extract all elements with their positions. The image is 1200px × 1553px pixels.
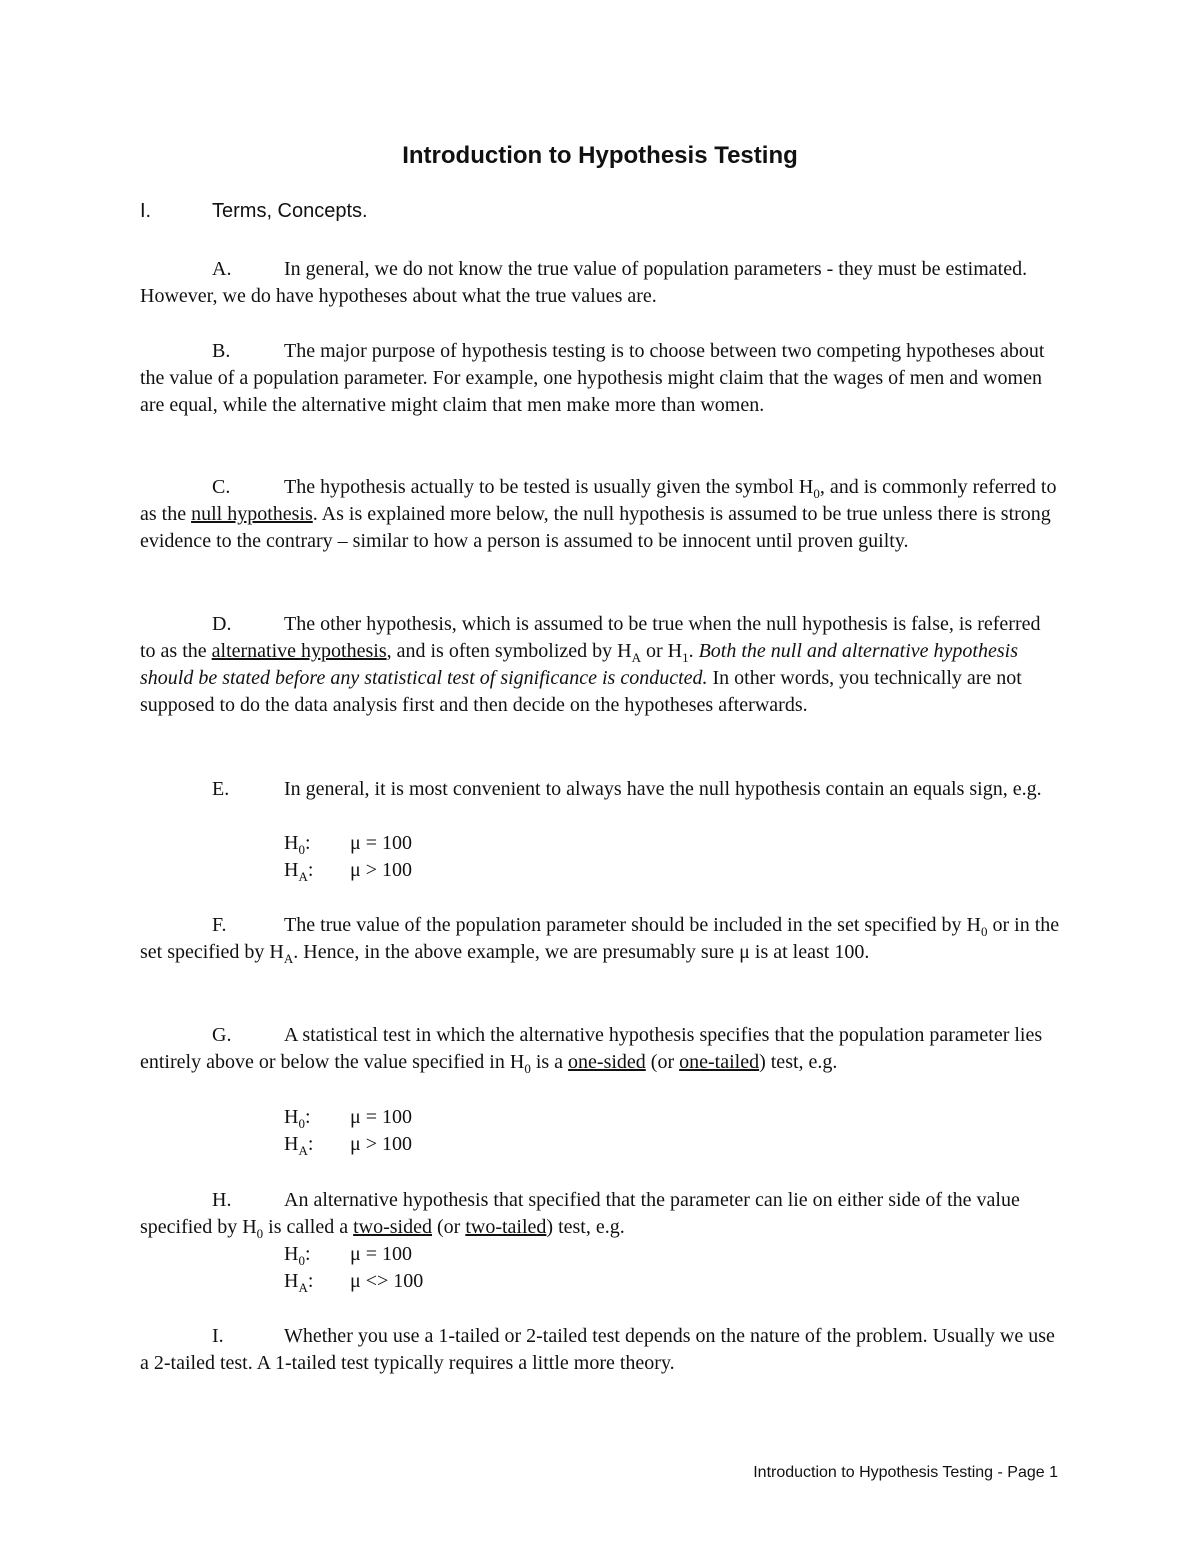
equation-alternative bbox=[284, 857, 412, 884]
item-letter: G. bbox=[212, 1024, 232, 1046]
equation-null bbox=[284, 830, 412, 857]
term-two-tailed: two-tailed bbox=[465, 1216, 547, 1238]
term-one-tailed: one-tailed bbox=[679, 1051, 760, 1073]
subscript: 0 bbox=[524, 1061, 531, 1076]
eq-h: H bbox=[284, 1270, 299, 1292]
paragraph-text: . As is explained more below, the null hypothesis is assumed to be true unless there is strong evidence to the contrary – similar to how a person is assumed to be innocent until proven guilty. bbox=[140, 503, 1051, 552]
eq-rhs: μ > 100 bbox=[350, 1133, 413, 1155]
subscript: A bbox=[298, 1280, 308, 1295]
section-heading bbox=[140, 200, 368, 223]
term-two-sided: two-sided bbox=[353, 1216, 432, 1238]
eq-rhs: μ = 100 bbox=[350, 832, 413, 854]
item-letter: A. bbox=[212, 258, 232, 280]
eq-rhs: μ = 100 bbox=[350, 1106, 413, 1128]
paragraph-h bbox=[140, 1187, 1060, 1241]
equation-null bbox=[284, 1241, 412, 1268]
section-label: Terms, Concepts. bbox=[212, 200, 368, 222]
section-number: I. bbox=[140, 200, 152, 222]
paragraph-text: ) test, e.g. bbox=[759, 1051, 838, 1073]
paragraph-text: is a bbox=[530, 1051, 569, 1073]
term-one-sided: one-sided bbox=[568, 1051, 646, 1073]
paragraph-text: . bbox=[688, 640, 699, 662]
subscript: A bbox=[631, 650, 641, 665]
subscript: 0 bbox=[298, 842, 305, 857]
paragraph-text: . Hence, in the above example, we are presumably sure μ is at least 100. bbox=[293, 941, 870, 963]
item-letter: H. bbox=[212, 1189, 232, 1211]
paragraph-text: In general, we do not know the true value of population parameters - they must be estimated. However, we do have hypotheses about what the true values are. bbox=[140, 258, 1028, 307]
paragraph-i bbox=[140, 1323, 1060, 1377]
term-alternative-hypothesis: alternative hypothesis bbox=[211, 640, 387, 662]
paragraph-g bbox=[140, 1022, 1060, 1076]
paragraph-text: (or bbox=[432, 1216, 466, 1238]
paragraph-text: In other words, you technically are not supposed to do the data analysis first and then decide on the hypotheses afterwards. bbox=[140, 667, 1022, 716]
eq-h: H bbox=[284, 859, 299, 881]
paragraph-text: The hypothesis actually to be tested is usually given the symbol H bbox=[284, 476, 814, 498]
equation-alternative bbox=[284, 1268, 423, 1295]
paragraph-a bbox=[140, 256, 1060, 310]
paragraph-text: is called a bbox=[263, 1216, 354, 1238]
item-letter: B. bbox=[212, 340, 231, 362]
paragraph-text: In general, it is most convenient to always have the null hypothesis contain an equals sign, e.g. bbox=[284, 778, 1042, 800]
subscript: A bbox=[298, 869, 308, 884]
equation-null bbox=[284, 1104, 412, 1131]
item-letter: I. bbox=[212, 1325, 224, 1347]
subscript: 0 bbox=[256, 1226, 264, 1241]
eq-rhs: μ <> 100 bbox=[350, 1270, 424, 1292]
eq-colon: : bbox=[307, 1133, 314, 1155]
eq-colon: : bbox=[307, 1270, 314, 1292]
subscript: 1 bbox=[682, 650, 689, 665]
paragraph-e bbox=[140, 776, 1060, 803]
eq-colon: : bbox=[307, 859, 314, 881]
page-title: Introduction to Hypothesis Testing bbox=[402, 142, 798, 169]
paragraph-f bbox=[140, 912, 1060, 966]
paragraph-text: The major purpose of hypothesis testing is to choose between two competing hypotheses about the value of a population parameter. For example, one hypothesis might claim that the wages of men and women are equal, while the alternative might claim that men make more than women. bbox=[140, 340, 1045, 416]
eq-rhs: μ = 100 bbox=[350, 1243, 413, 1265]
paragraph-c bbox=[140, 474, 1060, 555]
paragraph-text: A statistical test in which the alternative hypothesis specifies that the population parameter lies entirely above or below the value specified in H bbox=[140, 1024, 1043, 1073]
paragraph-text: , and is commonly referred to as the bbox=[140, 476, 1057, 525]
eq-colon: : bbox=[304, 1106, 311, 1128]
eq-colon: : bbox=[304, 1243, 311, 1265]
item-letter: D. bbox=[212, 613, 232, 635]
item-letter: E. bbox=[212, 778, 230, 800]
page-footer: Introduction to Hypothesis Testing - Page 1 bbox=[753, 1464, 1058, 1481]
paragraph-text: The other hypothesis, which is assumed to be true when the null hypothesis is false, is referred to as the bbox=[140, 613, 1041, 662]
paragraph-text: An alternative hypothesis that specified that the parameter can lie on either side of the value specified by H bbox=[140, 1189, 1020, 1238]
eq-h: H bbox=[284, 1106, 299, 1128]
equation-alternative bbox=[284, 1131, 412, 1158]
subscript: A bbox=[283, 951, 294, 966]
paragraph-b bbox=[140, 338, 1060, 419]
italic-note: Both the null and alternative hypothesis should be stated before any statistical test of significance is conducted. bbox=[140, 640, 1018, 689]
subscript: 0 bbox=[298, 1116, 305, 1131]
subscript: 0 bbox=[813, 486, 820, 501]
paragraph-text: , and is often symbolized by H bbox=[386, 640, 632, 662]
item-letter: F. bbox=[212, 914, 227, 936]
paragraph-d bbox=[140, 611, 1060, 719]
eq-colon: : bbox=[304, 832, 311, 854]
paragraph-text: or in the set specified by H bbox=[140, 914, 1060, 963]
paragraph-text: The true value of the population parameter should be included in the set specified by H bbox=[284, 914, 982, 936]
subscript: 0 bbox=[981, 924, 988, 939]
eq-h: H bbox=[284, 1133, 299, 1155]
subscript: A bbox=[298, 1143, 308, 1158]
paragraph-text: (or bbox=[645, 1051, 680, 1073]
subscript: 0 bbox=[298, 1253, 305, 1268]
term-null-hypothesis: null hypothesis bbox=[191, 503, 313, 525]
eq-rhs: μ > 100 bbox=[350, 859, 413, 881]
paragraph-text: Whether you use a 1-tailed or 2-tailed test depends on the nature of the problem. Usually we use a 2-tailed test. A 1-tailed test typically requires a little more theory. bbox=[140, 1325, 1055, 1374]
item-letter: C. bbox=[212, 476, 231, 498]
paragraph-text: or H bbox=[640, 640, 683, 662]
eq-h: H bbox=[284, 832, 299, 854]
paragraph-text: ) test, e.g. bbox=[546, 1216, 625, 1238]
eq-h: H bbox=[284, 1243, 299, 1265]
